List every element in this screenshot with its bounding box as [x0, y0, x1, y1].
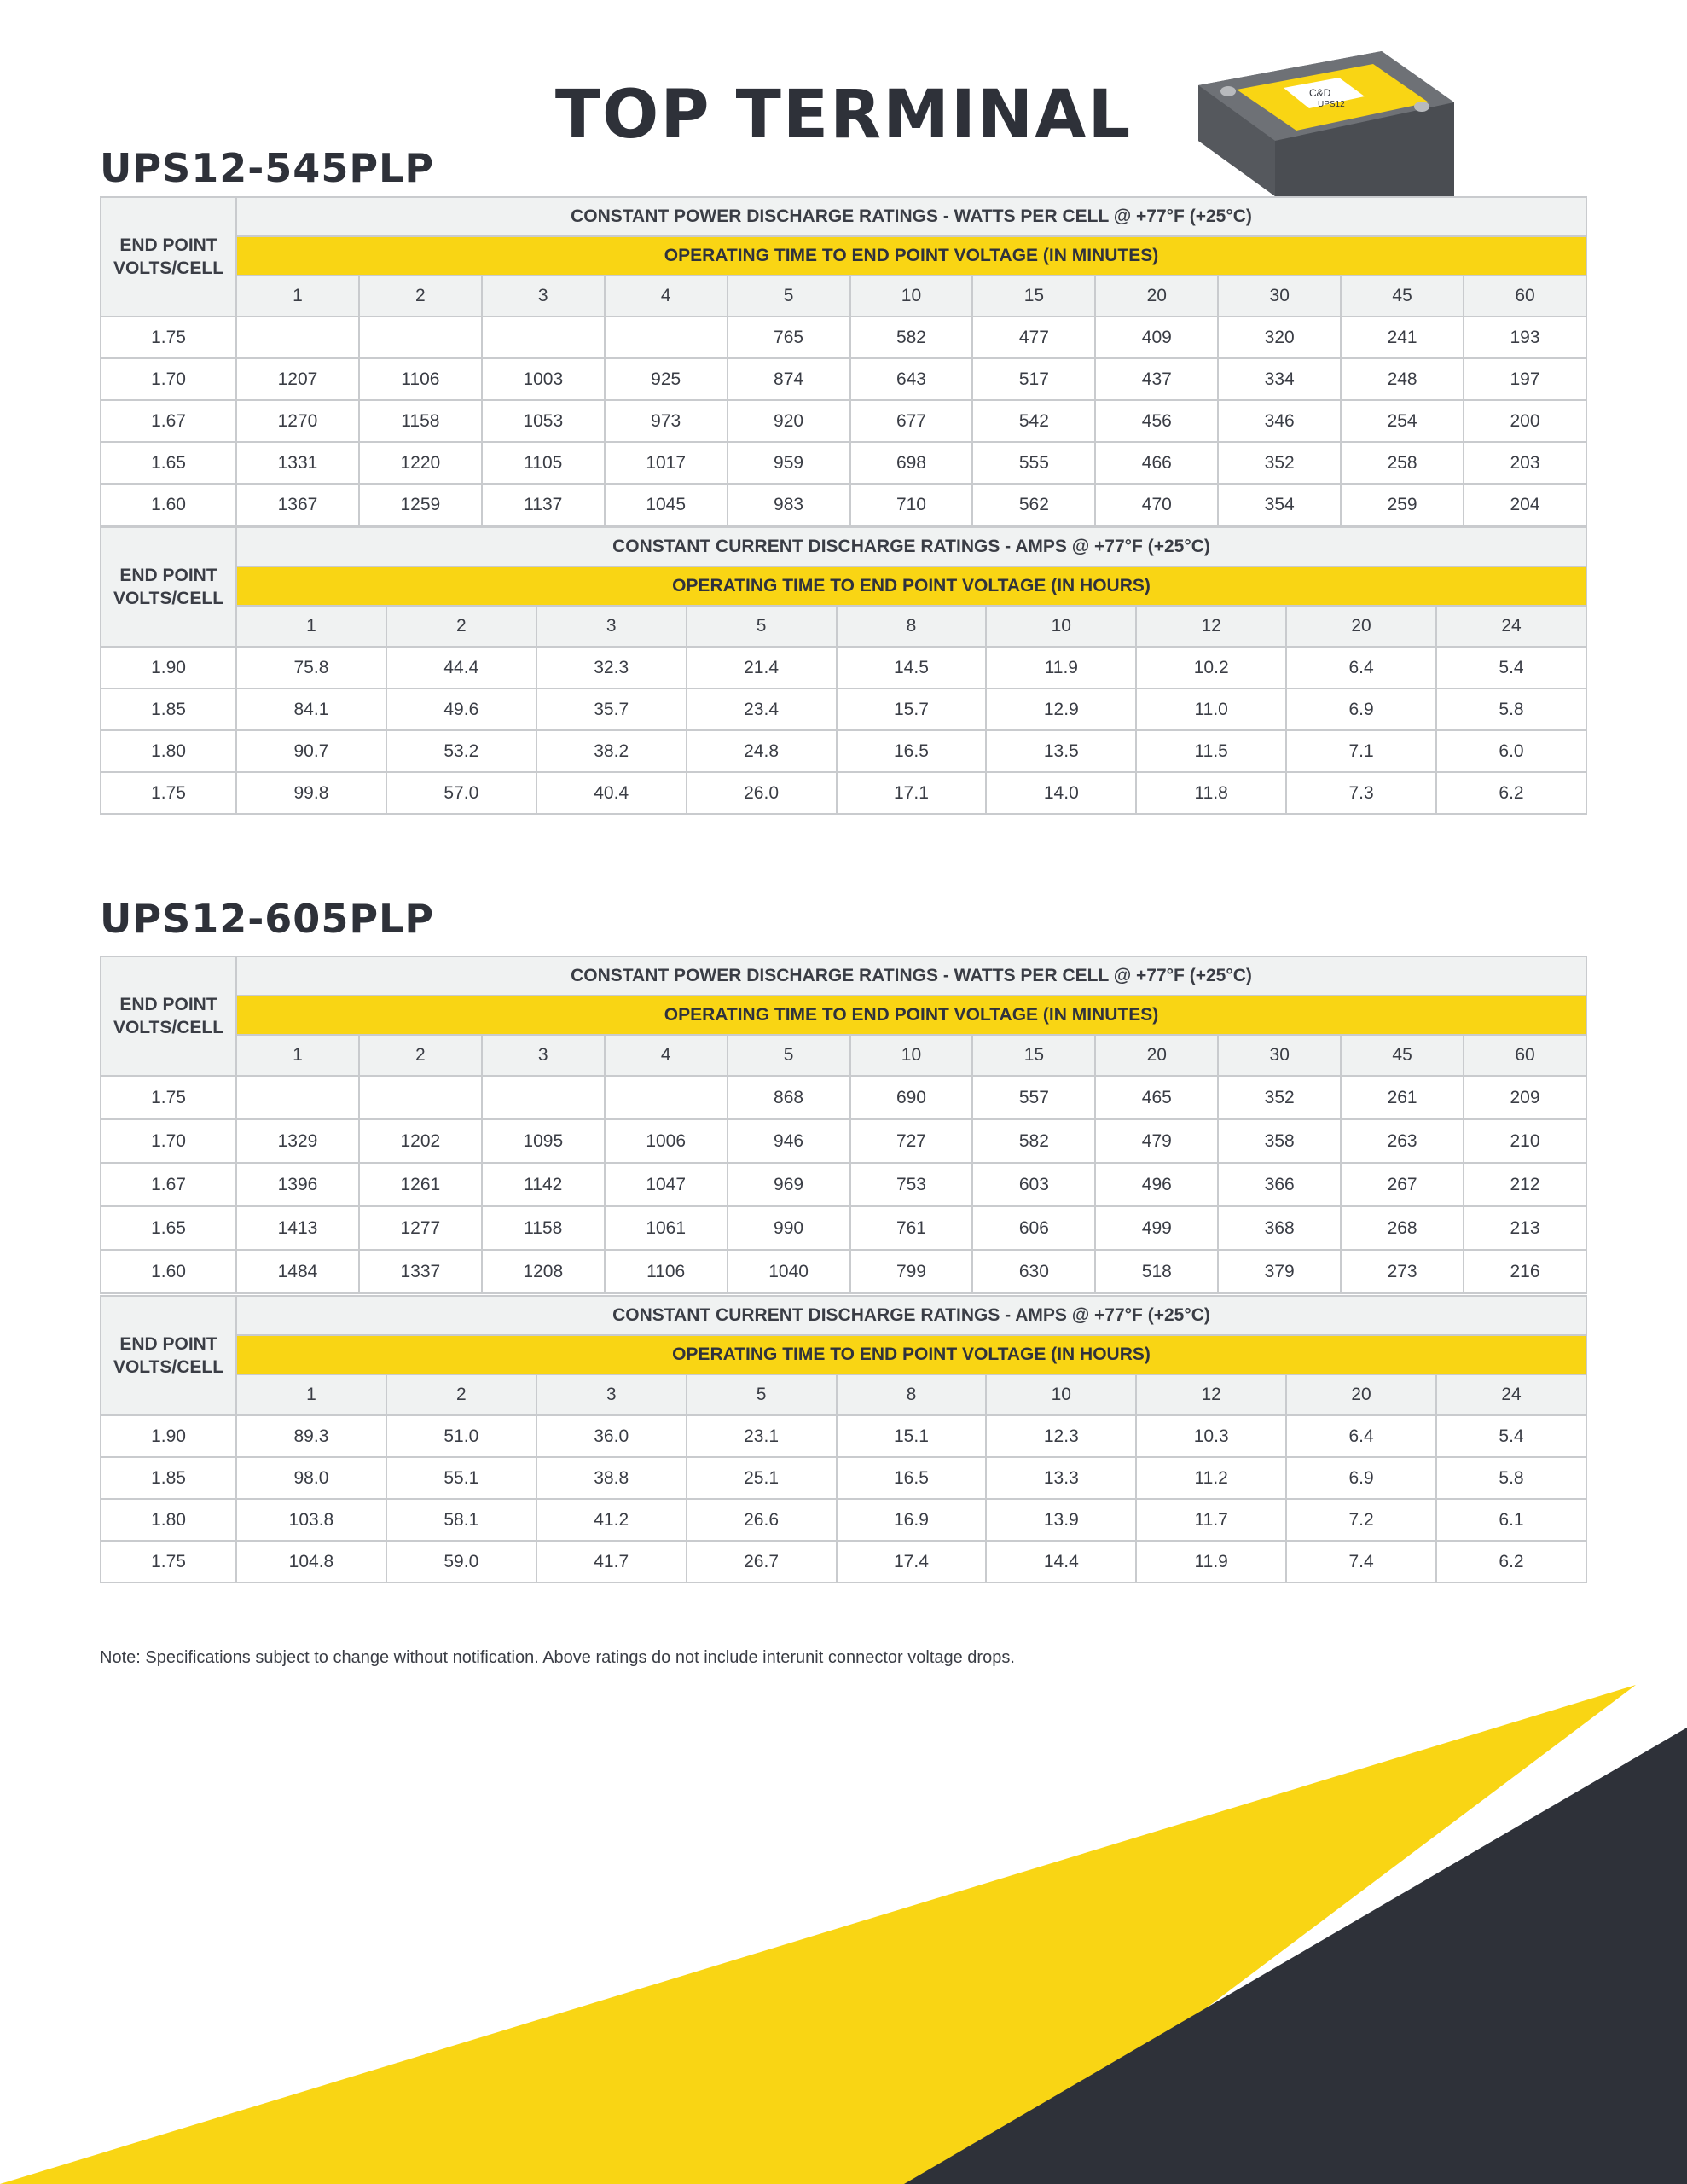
rating-cell: 11.0: [1136, 688, 1286, 730]
rating-cell: 456: [1095, 400, 1218, 442]
rating-cell: 6.4: [1286, 647, 1436, 688]
rating-cell: 17.4: [837, 1541, 987, 1583]
endpoint-voltage: 1.75: [101, 317, 236, 358]
rating-cell: 1040: [728, 1250, 850, 1293]
rating-cell: [359, 1076, 482, 1119]
rating-cell: 334: [1218, 358, 1341, 400]
table-row: [101, 400, 1586, 442]
rating-cell: 6.4: [1286, 1415, 1436, 1457]
endpoint-voltage: 1.60: [101, 1250, 236, 1293]
rating-cell: 368: [1218, 1206, 1341, 1250]
rating-cell: 1396: [236, 1163, 359, 1206]
column-header: 12: [1136, 606, 1286, 647]
rating-cell: 25.1: [687, 1457, 837, 1499]
rating-cell: 6.0: [1436, 730, 1586, 772]
endpoint-voltage: 1.80: [101, 730, 236, 772]
svg-text:UPS12: UPS12: [1318, 100, 1345, 109]
rating-cell: 241: [1341, 317, 1464, 358]
rating-cell: 1270: [236, 400, 359, 442]
rating-cell: 6.1: [1436, 1499, 1586, 1541]
rating-cell: 562: [972, 484, 1095, 526]
rating-cell: [605, 1076, 728, 1119]
rating-cell: 959: [728, 442, 850, 484]
rating-cell: 51.0: [386, 1415, 536, 1457]
column-header: 12: [1136, 1374, 1286, 1415]
rating-cell: 6.9: [1286, 1457, 1436, 1499]
endpoint-voltage: 1.65: [101, 1206, 236, 1250]
table-row: [101, 1457, 1586, 1499]
endpoint-voltage: 1.70: [101, 358, 236, 400]
rating-cell: 41.7: [536, 1541, 687, 1583]
rating-cell: 12.3: [986, 1415, 1136, 1457]
table-row: [101, 688, 1586, 730]
rating-cell: 582: [972, 1119, 1095, 1163]
column-header: 20: [1286, 1374, 1436, 1415]
rating-cell: 26.6: [687, 1499, 837, 1541]
rating-cell: 53.2: [386, 730, 536, 772]
section-title: CONSTANT CURRENT DISCHARGE RATINGS - AMPS @ +77°F (+25°C): [236, 527, 1586, 566]
rating-cell: 1202: [359, 1119, 482, 1163]
table-row: [101, 1499, 1586, 1541]
rating-cell: 874: [728, 358, 850, 400]
rating-cell: 263: [1341, 1119, 1464, 1163]
rating-cell: 437: [1095, 358, 1218, 400]
rating-cell: 518: [1095, 1250, 1218, 1293]
column-header: 2: [386, 606, 536, 647]
rating-cell: 55.1: [386, 1457, 536, 1499]
rating-cell: 517: [972, 358, 1095, 400]
rating-cell: 13.3: [986, 1457, 1136, 1499]
column-header: 1: [236, 1035, 359, 1076]
endpoint-voltage: 1.70: [101, 1119, 236, 1163]
rating-cell: 1261: [359, 1163, 482, 1206]
rating-cell: 477: [972, 317, 1095, 358]
dark-stripe: [904, 1728, 1687, 2184]
rating-cell: 193: [1464, 317, 1586, 358]
rating-cell: 11.2: [1136, 1457, 1286, 1499]
endpoint-voltage: 1.90: [101, 1415, 236, 1457]
rating-cell: 358: [1218, 1119, 1341, 1163]
column-header: 60: [1464, 276, 1586, 317]
rating-cell: 49.6: [386, 688, 536, 730]
column-header: 30: [1218, 1035, 1341, 1076]
section-subtitle: OPERATING TIME TO END POINT VOLTAGE (IN HOURS): [236, 566, 1586, 606]
rating-cell: 1329: [236, 1119, 359, 1163]
rating-cell: 753: [850, 1163, 973, 1206]
rating-cell: 7.4: [1286, 1541, 1436, 1583]
rating-cell: 35.7: [536, 688, 687, 730]
column-header: 3: [482, 1035, 605, 1076]
section-subtitle: OPERATING TIME TO END POINT VOLTAGE (IN HOURS): [236, 1335, 1586, 1374]
endpoint-voltage: 1.75: [101, 1076, 236, 1119]
rating-cell: 58.1: [386, 1499, 536, 1541]
endpoint-voltage: 1.90: [101, 647, 236, 688]
endpoint-voltage: 1.85: [101, 688, 236, 730]
column-header: 20: [1095, 1035, 1218, 1076]
column-header: 20: [1095, 276, 1218, 317]
rating-cell: 16.9: [837, 1499, 987, 1541]
rating-cell: 10.2: [1136, 647, 1286, 688]
rating-cell: 1106: [605, 1250, 728, 1293]
rating-cell: 698: [850, 442, 973, 484]
rating-cell: 267: [1341, 1163, 1464, 1206]
section-subtitle: OPERATING TIME TO END POINT VOLTAGE (IN MINUTES): [236, 236, 1586, 276]
rating-cell: 209: [1464, 1076, 1586, 1119]
rating-cell: 7.3: [1286, 772, 1436, 814]
rating-cell: 7.1: [1286, 730, 1436, 772]
page-title: TOP TERMINAL: [554, 77, 1133, 154]
column-header: 20: [1286, 606, 1436, 647]
rating-cell: 11.9: [986, 647, 1136, 688]
rating-cell: 1367: [236, 484, 359, 526]
column-header: 5: [687, 606, 837, 647]
endpoint-voltage: 1.60: [101, 484, 236, 526]
svg-text:C&D: C&D: [1309, 87, 1331, 99]
rating-cell: 23.1: [687, 1415, 837, 1457]
rating-cell: 542: [972, 400, 1095, 442]
rating-cell: 261: [1341, 1076, 1464, 1119]
rating-cell: 200: [1464, 400, 1586, 442]
rating-cell: 973: [605, 400, 728, 442]
rating-cell: 1331: [236, 442, 359, 484]
terminal-left: [1220, 86, 1236, 96]
rating-cell: 499: [1095, 1206, 1218, 1250]
rating-cell: [482, 1076, 605, 1119]
table-row: [101, 647, 1586, 688]
rating-cell: 6.2: [1436, 772, 1586, 814]
rating-cell: 761: [850, 1206, 973, 1250]
table-row: [101, 1415, 1586, 1457]
column-header: 15: [972, 1035, 1095, 1076]
rating-cell: 98.0: [236, 1457, 386, 1499]
rating-cell: 90.7: [236, 730, 386, 772]
column-header: 8: [837, 606, 987, 647]
rating-cell: 1413: [236, 1206, 359, 1250]
column-header: 45: [1341, 1035, 1464, 1076]
rating-cell: 470: [1095, 484, 1218, 526]
rating-cell: 248: [1341, 358, 1464, 400]
rating-cell: 7.2: [1286, 1499, 1436, 1541]
rating-cell: 103.8: [236, 1499, 386, 1541]
terminal-right: [1414, 102, 1429, 112]
endpoint-voltage: 1.85: [101, 1457, 236, 1499]
column-header: 4: [605, 276, 728, 317]
rating-cell: 1045: [605, 484, 728, 526]
rating-cell: 1207: [236, 358, 359, 400]
rating-cell: 1484: [236, 1250, 359, 1293]
column-header: 30: [1218, 276, 1341, 317]
rating-cell: 15.7: [837, 688, 987, 730]
rating-cell: 258: [1341, 442, 1464, 484]
rating-cell: 1095: [482, 1119, 605, 1163]
rating-cell: 216: [1464, 1250, 1586, 1293]
endpoint-header: END POINT VOLTS/CELL: [101, 527, 236, 647]
rating-cell: 40.4: [536, 772, 687, 814]
column-header: 8: [837, 1374, 987, 1415]
rating-cell: 1142: [482, 1163, 605, 1206]
rating-cell: [236, 317, 359, 358]
power-ratings-table-1: [100, 196, 1587, 526]
rating-cell: 366: [1218, 1163, 1341, 1206]
rating-cell: 946: [728, 1119, 850, 1163]
table-row: [101, 1119, 1586, 1163]
column-header: 2: [359, 1035, 482, 1076]
rating-cell: 925: [605, 358, 728, 400]
current-ratings-table-1: [100, 526, 1587, 815]
rating-cell: 799: [850, 1250, 973, 1293]
column-header: 10: [850, 276, 973, 317]
rating-cell: 84.1: [236, 688, 386, 730]
rating-cell: 1053: [482, 400, 605, 442]
endpoint-voltage: 1.75: [101, 1541, 236, 1583]
rating-cell: 14.4: [986, 1541, 1136, 1583]
rating-cell: 606: [972, 1206, 1095, 1250]
model-heading-2: UPS12-605PLP: [100, 896, 435, 942]
rating-cell: 57.0: [386, 772, 536, 814]
rating-cell: 259: [1341, 484, 1464, 526]
rating-cell: 765: [728, 317, 850, 358]
rating-cell: 643: [850, 358, 973, 400]
rating-cell: 89.3: [236, 1415, 386, 1457]
section-title: CONSTANT POWER DISCHARGE RATINGS - WATTS PER CELL @ +77°F (+25°C): [236, 197, 1586, 236]
rating-cell: 1006: [605, 1119, 728, 1163]
rating-cell: 203: [1464, 442, 1586, 484]
power-ratings-table-2: [100, 956, 1587, 1294]
column-header: 3: [536, 606, 687, 647]
rating-cell: 38.2: [536, 730, 687, 772]
section-title: CONSTANT POWER DISCHARGE RATINGS - WATTS PER CELL @ +77°F (+25°C): [236, 956, 1586, 996]
column-header: 45: [1341, 276, 1464, 317]
rating-cell: 969: [728, 1163, 850, 1206]
model-heading-1: UPS12-545PLP: [100, 145, 435, 191]
rating-cell: 1337: [359, 1250, 482, 1293]
rating-cell: 17.1: [837, 772, 987, 814]
rating-cell: 212: [1464, 1163, 1586, 1206]
rating-cell: 5.8: [1436, 688, 1586, 730]
column-header: 4: [605, 1035, 728, 1076]
rating-cell: 690: [850, 1076, 973, 1119]
rating-cell: [236, 1076, 359, 1119]
column-header: 24: [1436, 606, 1586, 647]
endpoint-header: END POINT VOLTS/CELL: [101, 197, 236, 317]
rating-cell: 16.5: [837, 730, 987, 772]
footnote: Note: Specifications subject to change without notification. Above ratings do not include interunit connector voltage drops.: [100, 1648, 1015, 1667]
rating-cell: 1259: [359, 484, 482, 526]
column-header: 5: [728, 1035, 850, 1076]
rating-cell: 99.8: [236, 772, 386, 814]
rating-cell: 320: [1218, 317, 1341, 358]
column-header: 2: [359, 276, 482, 317]
rating-cell: 210: [1464, 1119, 1586, 1163]
rating-cell: 466: [1095, 442, 1218, 484]
column-header: 3: [536, 1374, 687, 1415]
column-header: 5: [687, 1374, 837, 1415]
rating-cell: 1137: [482, 484, 605, 526]
rating-cell: 5.4: [1436, 647, 1586, 688]
column-header: 24: [1436, 1374, 1586, 1415]
rating-cell: 1277: [359, 1206, 482, 1250]
table-row: [101, 1163, 1586, 1206]
rating-cell: 920: [728, 400, 850, 442]
rating-cell: 213: [1464, 1206, 1586, 1250]
section-title: CONSTANT CURRENT DISCHARGE RATINGS - AMPS @ +77°F (+25°C): [236, 1296, 1586, 1335]
table-row: [101, 1076, 1586, 1119]
rating-cell: 15.1: [837, 1415, 987, 1457]
rating-cell: 12.9: [986, 688, 1136, 730]
column-header: 1: [236, 276, 359, 317]
rating-cell: 1208: [482, 1250, 605, 1293]
table-row: [101, 1250, 1586, 1293]
rating-cell: 409: [1095, 317, 1218, 358]
table-row: [101, 1541, 1586, 1583]
rating-cell: 1158: [482, 1206, 605, 1250]
rating-cell: 603: [972, 1163, 1095, 1206]
endpoint-voltage: 1.67: [101, 1163, 236, 1206]
rating-cell: 1017: [605, 442, 728, 484]
rating-cell: 11.7: [1136, 1499, 1286, 1541]
rating-cell: 352: [1218, 1076, 1341, 1119]
rating-cell: 26.7: [687, 1541, 837, 1583]
rating-cell: 204: [1464, 484, 1586, 526]
rating-cell: 13.9: [986, 1499, 1136, 1541]
rating-cell: 1106: [359, 358, 482, 400]
rating-cell: 23.4: [687, 688, 837, 730]
rating-cell: 32.3: [536, 647, 687, 688]
rating-cell: 26.0: [687, 772, 837, 814]
rating-cell: 582: [850, 317, 973, 358]
rating-cell: 41.2: [536, 1499, 687, 1541]
endpoint-header: END POINT VOLTS/CELL: [101, 956, 236, 1076]
rating-cell: 6.9: [1286, 688, 1436, 730]
rating-cell: 630: [972, 1250, 1095, 1293]
rating-cell: 273: [1341, 1250, 1464, 1293]
rating-cell: 555: [972, 442, 1095, 484]
rating-cell: 727: [850, 1119, 973, 1163]
table-row: [101, 442, 1586, 484]
table-row: [101, 484, 1586, 526]
table-row: [101, 1206, 1586, 1250]
rating-cell: 44.4: [386, 647, 536, 688]
endpoint-voltage: 1.75: [101, 772, 236, 814]
endpoint-header: END POINT VOLTS/CELL: [101, 1296, 236, 1415]
rating-cell: 254: [1341, 400, 1464, 442]
rating-cell: 10.3: [1136, 1415, 1286, 1457]
endpoint-voltage: 1.67: [101, 400, 236, 442]
rating-cell: 379: [1218, 1250, 1341, 1293]
rating-cell: 38.8: [536, 1457, 687, 1499]
column-header: 3: [482, 276, 605, 317]
rating-cell: [359, 317, 482, 358]
rating-cell: 677: [850, 400, 973, 442]
battery-image: [1190, 38, 1463, 196]
column-header: 15: [972, 276, 1095, 317]
rating-cell: 104.8: [236, 1541, 386, 1583]
table-row: [101, 772, 1586, 814]
rating-cell: 1158: [359, 400, 482, 442]
rating-cell: 11.5: [1136, 730, 1286, 772]
rating-cell: 346: [1218, 400, 1341, 442]
rating-cell: 496: [1095, 1163, 1218, 1206]
column-header: 1: [236, 1374, 386, 1415]
column-header: 1: [236, 606, 386, 647]
rating-cell: 11.8: [1136, 772, 1286, 814]
rating-cell: 11.9: [1136, 1541, 1286, 1583]
column-header: 5: [728, 276, 850, 317]
rating-cell: 14.5: [837, 647, 987, 688]
rating-cell: 868: [728, 1076, 850, 1119]
rating-cell: 21.4: [687, 647, 837, 688]
endpoint-voltage: 1.65: [101, 442, 236, 484]
section-subtitle: OPERATING TIME TO END POINT VOLTAGE (IN MINUTES): [236, 996, 1586, 1035]
column-header: 10: [986, 606, 1136, 647]
table-row: [101, 317, 1586, 358]
rating-cell: 13.5: [986, 730, 1136, 772]
rating-cell: 990: [728, 1206, 850, 1250]
rating-cell: 983: [728, 484, 850, 526]
rating-cell: 75.8: [236, 647, 386, 688]
rating-cell: 352: [1218, 442, 1341, 484]
rating-cell: 5.8: [1436, 1457, 1586, 1499]
column-header: 10: [986, 1374, 1136, 1415]
column-header: 60: [1464, 1035, 1586, 1076]
rating-cell: [482, 317, 605, 358]
rating-cell: 197: [1464, 358, 1586, 400]
rating-cell: 268: [1341, 1206, 1464, 1250]
column-header: 10: [850, 1035, 973, 1076]
table-row: [101, 358, 1586, 400]
rating-cell: 1061: [605, 1206, 728, 1250]
rating-cell: 1220: [359, 442, 482, 484]
rating-cell: 1105: [482, 442, 605, 484]
rating-cell: 354: [1218, 484, 1341, 526]
rating-cell: 479: [1095, 1119, 1218, 1163]
rating-cell: 465: [1095, 1076, 1218, 1119]
rating-cell: 59.0: [386, 1541, 536, 1583]
rating-cell: 1047: [605, 1163, 728, 1206]
rating-cell: 36.0: [536, 1415, 687, 1457]
current-ratings-table-2: [100, 1295, 1587, 1583]
yellow-stripe: [0, 1685, 1636, 2184]
table-row: [101, 730, 1586, 772]
rating-cell: 557: [972, 1076, 1095, 1119]
rating-cell: 710: [850, 484, 973, 526]
rating-cell: 14.0: [986, 772, 1136, 814]
rating-cell: [605, 317, 728, 358]
column-header: 2: [386, 1374, 536, 1415]
rating-cell: 24.8: [687, 730, 837, 772]
rating-cell: 6.2: [1436, 1541, 1586, 1583]
rating-cell: 16.5: [837, 1457, 987, 1499]
endpoint-voltage: 1.80: [101, 1499, 236, 1541]
rating-cell: 5.4: [1436, 1415, 1586, 1457]
rating-cell: 1003: [482, 358, 605, 400]
